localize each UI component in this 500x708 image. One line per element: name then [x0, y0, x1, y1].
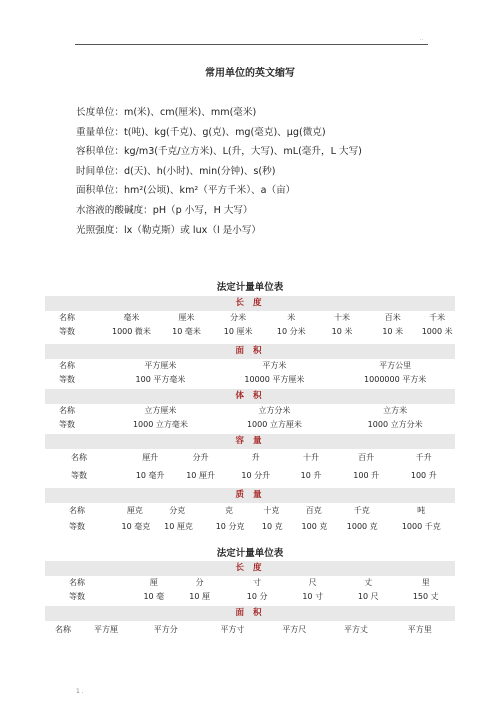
table-cell: 尺 — [308, 578, 317, 587]
table-cell: 10 厘克 — [164, 522, 193, 531]
table-cell: 平方厘 — [93, 625, 118, 634]
table-row — [45, 467, 455, 485]
table-cell: 10 厘 — [189, 592, 210, 601]
table-cell: 1000 克 — [346, 522, 378, 531]
table-cell: 十克 — [263, 506, 280, 515]
row-label: 名称 — [59, 406, 75, 415]
table-cell: 10 分 — [246, 592, 268, 601]
table-band: 体 积 — [45, 389, 455, 404]
table-cell: 平方里 — [407, 625, 432, 634]
unit-line-time: 时间单位：d(天)、h(小时)、min(分钟)、s(秒) — [76, 165, 276, 177]
table-cell: 10 毫克 — [121, 522, 151, 531]
table-cell: 平方公里 — [379, 361, 412, 370]
table-cell: 厘米 — [178, 313, 195, 322]
row-label: 等数 — [59, 327, 75, 336]
table-cell: 丈 — [364, 578, 373, 587]
row-label: 名称 — [55, 625, 71, 634]
table-row — [45, 311, 455, 325]
table-cell: 10 分克 — [215, 522, 245, 531]
header-rule — [75, 44, 428, 45]
table-cell: 升 — [251, 453, 260, 462]
table-cell: 1000 米 — [421, 327, 453, 336]
table-cell: 10 厘米 — [223, 327, 253, 336]
table-cell: 100 克 — [301, 522, 328, 531]
table-row — [45, 449, 455, 467]
row-label: 等数 — [71, 471, 87, 480]
table-band: 容 量 — [45, 434, 455, 449]
table-cell: 10 寸 — [302, 592, 324, 601]
row-label: 等数 — [69, 522, 85, 531]
table-cell: 十升 — [302, 453, 319, 462]
table1-length — [45, 296, 455, 339]
table-row — [45, 519, 455, 535]
unit-line-ph: 水溶液的酸碱度：pH（p 小写，H 大写） — [76, 204, 253, 216]
row-label: 名称 — [69, 506, 85, 515]
table1-volume — [45, 389, 455, 432]
footer-mark: 1 . — [76, 688, 84, 695]
table-cell: 米 — [287, 313, 296, 322]
table-cell: 10 分升 — [241, 471, 271, 480]
table-cell: 1000 立方厘米 — [246, 420, 302, 429]
table-band: 长 度 — [45, 296, 455, 311]
unit-line-volume: 容积单位：kg/m3(千克/立方米)、L(升，大写)、mL(毫升，L 大写) — [76, 146, 362, 158]
table-cell: 千升 — [415, 453, 432, 462]
row-label: 等数 — [59, 375, 75, 384]
table-cell: 1000 立方分米 — [367, 420, 423, 429]
table-cell: 立方米 — [383, 406, 408, 415]
table1-mass — [45, 488, 455, 535]
table-cell: 10 分米 — [276, 327, 306, 336]
table-cell: 分米 — [230, 313, 247, 322]
table-cell: 分克 — [169, 506, 186, 515]
table-cell: 1000 千克 — [401, 522, 441, 531]
table2-length — [45, 561, 455, 604]
header-mark: .. — [420, 36, 424, 42]
table2-title: 法定计量单位表 — [216, 548, 284, 559]
table-cell: 平方分 — [153, 625, 178, 634]
table-cell: 10 升 — [300, 471, 322, 480]
table-cell: 克 — [225, 506, 234, 515]
table-cell: 平方尺 — [282, 625, 307, 634]
table-cell: 150 丈 — [412, 592, 439, 601]
table-cell: 100 升 — [353, 471, 380, 480]
table-cell: 100 升 — [410, 471, 437, 480]
table-cell: 平方米 — [262, 361, 287, 370]
document-title: 常用单位的英文缩写 — [205, 68, 295, 79]
table-cell: 平方寸 — [220, 625, 245, 634]
table-cell: 1000 微米 — [111, 327, 151, 336]
table-cell: 百米 — [384, 313, 401, 322]
table-cell: 厘 — [149, 578, 158, 587]
table-cell: 寸 — [253, 578, 262, 587]
table-cell: 毫米 — [123, 313, 140, 322]
table-cell: 10 毫米 — [172, 327, 201, 336]
table-cell: 10000 平方厘米 — [244, 375, 305, 384]
table-cell: 厘升 — [142, 453, 159, 462]
table-cell: 千米 — [429, 313, 446, 322]
unit-line-area: 面积单位：hm²(公顷)、km²（平方千米）、a（亩） — [76, 185, 296, 197]
unit-line-illuminance: 光照强度：lx（勒克斯）或 lux（l 是小写） — [76, 224, 262, 236]
table-cell: 千克 — [353, 506, 370, 515]
table-row — [45, 590, 455, 604]
table-cell: 10 米 — [382, 327, 404, 336]
table-band: 质 量 — [45, 488, 455, 503]
table-cell: 百克 — [305, 506, 322, 515]
table-cell: 10 尺 — [357, 592, 379, 601]
row-label: 名称 — [59, 313, 75, 322]
table-cell: 立方分米 — [258, 406, 291, 415]
table-cell: 10 毫 — [143, 592, 165, 601]
table1-title: 法定计量单位表 — [216, 282, 284, 293]
table-cell: 吨 — [417, 506, 426, 515]
table-cell: 平方厘米 — [144, 361, 177, 370]
row-label: 名称 — [71, 453, 87, 462]
table2-area — [45, 606, 455, 639]
table-row — [45, 373, 455, 387]
table-cell: 里 — [421, 578, 430, 587]
row-label: 名称 — [69, 578, 85, 587]
table-row — [45, 576, 455, 590]
table-row — [45, 418, 455, 432]
unit-abbreviation-list — [76, 103, 362, 240]
table1-area — [45, 344, 455, 387]
table-cell: 1000 立方毫米 — [132, 420, 188, 429]
table-row — [45, 621, 455, 639]
row-label: 等数 — [69, 592, 85, 601]
table-row — [45, 404, 455, 418]
table-cell: 10 克 — [261, 522, 283, 531]
table-cell: 10 米 — [331, 327, 353, 336]
table-band: 面 积 — [45, 606, 455, 621]
table-cell: 立方厘米 — [144, 406, 177, 415]
table-cell: 10 毫升 — [135, 471, 165, 480]
table-cell: 十米 — [334, 313, 350, 322]
unit-line-weight: 重量单位：t(吨)、kg(千克)、g(克)、mg(毫克)、μg(微克) — [76, 126, 326, 138]
table-cell: 10 厘升 — [186, 471, 215, 480]
table-row — [45, 503, 455, 519]
table-cell: 分 — [195, 578, 204, 587]
table-cell: 100 平方毫米 — [135, 375, 186, 384]
table1-capacity — [45, 434, 455, 485]
table-row — [45, 359, 455, 373]
table-band: 面 积 — [45, 344, 455, 359]
unit-line-length: 长度单位：m(米)、cm(厘米)、mm(毫米) — [76, 107, 257, 118]
table-band: 长 度 — [45, 561, 455, 576]
table-cell: 平方丈 — [343, 625, 368, 634]
table-cell: 1000000 平方米 — [364, 375, 427, 384]
row-label: 等数 — [59, 420, 75, 429]
table-cell: 分升 — [192, 453, 209, 462]
table-cell: 厘克 — [126, 506, 143, 515]
row-label: 名称 — [59, 361, 75, 370]
table-row — [45, 325, 455, 339]
table-cell: 百升 — [358, 453, 375, 462]
